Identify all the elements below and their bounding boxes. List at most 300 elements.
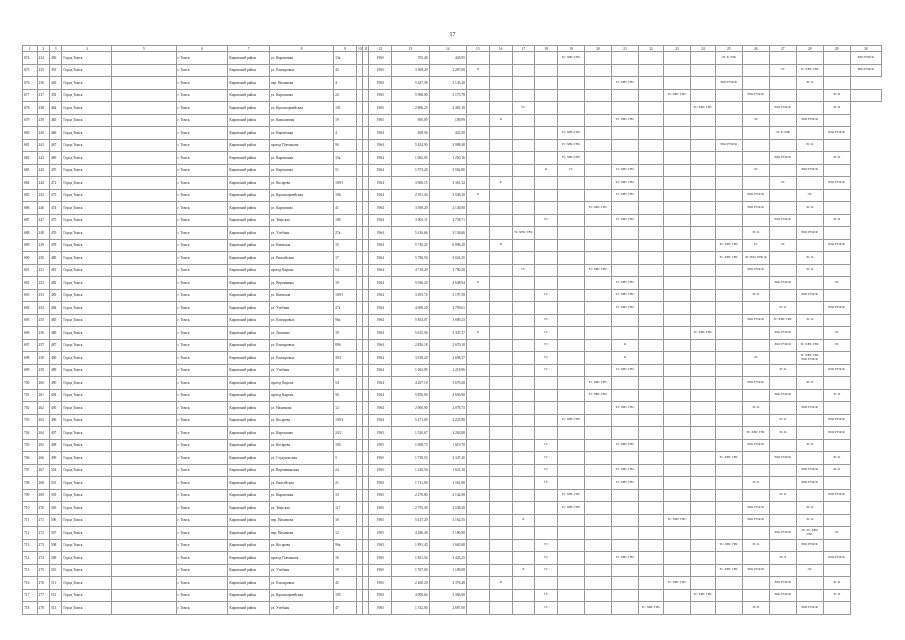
table-cell — [585, 189, 612, 202]
table-cell — [112, 564, 176, 577]
table-cell: Город Томск — [62, 527, 112, 540]
table-cell: Кировский район — [228, 314, 269, 327]
table-cell: ул. Учебная — [269, 302, 333, 315]
table-cell — [585, 152, 612, 165]
column-number: 12 — [369, 46, 392, 52]
table-cell: ТС ХВС ГВС — [715, 564, 742, 577]
table-cell: 712 — [23, 527, 38, 540]
table-cell: 1 973,20 — [392, 164, 429, 177]
table-cell: ул. Косарева — [269, 414, 333, 427]
table-cell: ул. Елизаровых — [269, 352, 333, 365]
table-cell: ТС ХВС ГВС — [585, 389, 612, 402]
table-cell — [690, 602, 715, 615]
table-cell — [769, 252, 796, 265]
table-cell: 3 024,50 — [429, 252, 466, 265]
table-cell: ГС — [535, 464, 558, 477]
table-cell — [639, 89, 664, 102]
table-cell — [663, 177, 690, 190]
table-cell — [535, 202, 558, 215]
table-cell: ЭС К — [769, 489, 796, 502]
table-cell: 1 741,00 — [392, 477, 429, 490]
table-row — [23, 89, 882, 102]
table-cell — [558, 427, 585, 440]
table-cell: ЮО РУФ Ф — [823, 427, 850, 440]
table-cell — [823, 77, 850, 90]
table-cell — [489, 364, 512, 377]
table-cell — [742, 277, 769, 290]
table-cell — [715, 264, 742, 277]
table-cell — [112, 227, 176, 240]
table-cell: ЭС К — [769, 414, 796, 427]
table-cell: 13а — [334, 52, 357, 65]
table-cell — [690, 214, 715, 227]
table-cell: Кировский район — [228, 189, 269, 202]
table-cell: 709 — [23, 489, 38, 502]
table-cell: ЮО РУФ Ф — [823, 414, 850, 427]
table-cell: Кировский район — [228, 477, 269, 490]
table-cell: ТС ХВС ГВС — [612, 214, 639, 227]
table-cell: ул. Красноармейская — [269, 102, 333, 115]
table-cell: 1965 — [369, 539, 392, 552]
table-cell — [112, 64, 176, 77]
table-cell: ЭС Б ЭЛК — [769, 127, 796, 140]
table-cell — [489, 64, 512, 77]
table-cell: 238 — [37, 102, 49, 115]
table-cell: пер. Нахимова — [269, 514, 333, 527]
table-cell — [612, 252, 639, 265]
table-cell: 1964 — [369, 277, 392, 290]
table-cell — [558, 189, 585, 202]
table-cell — [639, 289, 664, 302]
table-cell: ЭС К — [769, 364, 796, 377]
table-cell: К — [512, 514, 535, 527]
table-cell — [112, 152, 176, 165]
table-cell — [639, 577, 664, 590]
table-cell — [663, 464, 690, 477]
table-cell: 2 078,75 — [429, 402, 466, 415]
table-cell: 3 790,20 — [429, 264, 466, 277]
table-cell: ул. Карташова — [269, 427, 333, 440]
table-cell: Х — [512, 564, 535, 577]
table-cell: 706 — [23, 452, 38, 465]
table-cell — [512, 64, 535, 77]
table-cell — [558, 364, 585, 377]
table-row — [23, 514, 882, 527]
column-number: 20 — [585, 46, 612, 52]
table-cell: ЭС ЮО РУФ Ф — [742, 252, 769, 265]
table-cell: г. Томск — [176, 452, 228, 465]
table-cell — [466, 264, 489, 277]
table-cell — [690, 64, 715, 77]
table-cell — [512, 364, 535, 377]
table-cell: 4 — [334, 127, 357, 140]
table-cell: 270 — [37, 502, 49, 515]
table-cell: г. Томск — [176, 314, 228, 327]
table-cell: 1965 — [369, 602, 392, 615]
table-cell: 272 — [37, 527, 49, 540]
table-cell — [466, 77, 489, 90]
table-cell: ТС ХВС ГВС — [558, 52, 585, 65]
table-cell: 1964 — [369, 402, 392, 415]
table-cell: ЭС Б — [742, 477, 769, 490]
column-number: 30 — [850, 46, 881, 52]
table-cell: 485 — [49, 314, 61, 327]
table-cell — [489, 477, 512, 490]
table-cell — [690, 564, 715, 577]
column-number: 23 — [663, 46, 690, 52]
table-cell — [585, 64, 612, 77]
table-cell — [489, 327, 512, 340]
table-cell — [639, 152, 664, 165]
table-cell: ТС ХВС ГВС — [558, 502, 585, 515]
table-cell — [558, 177, 585, 190]
table-cell: Кировский район — [228, 102, 269, 115]
table-cell: 1965 — [369, 514, 392, 527]
table-cell: ЮО РУФ Ф — [769, 152, 796, 165]
table-cell: 1 619,70 — [429, 439, 466, 452]
table-cell — [639, 564, 664, 577]
table-cell: г. Томск — [176, 239, 228, 252]
table-cell — [466, 202, 489, 215]
table-cell: 1965 — [369, 89, 392, 102]
table-cell: 715 — [23, 564, 38, 577]
table-cell — [512, 402, 535, 415]
table-cell: ТС ХВС ГВС — [558, 152, 585, 165]
table-cell — [663, 414, 690, 427]
table-cell — [558, 89, 585, 102]
table-cell — [690, 177, 715, 190]
table-cell: 3 447,27 — [429, 327, 466, 340]
table-cell — [769, 202, 796, 215]
table-cell: Кировский район — [228, 164, 269, 177]
table-row — [23, 177, 882, 190]
table-cell — [690, 439, 715, 452]
table-cell: ГС — [535, 552, 558, 565]
table-cell: 105 — [334, 589, 357, 602]
table-cell: Город Томск — [62, 239, 112, 252]
table-cell: 5 856,00 — [392, 389, 429, 402]
table-cell — [112, 377, 176, 390]
table-cell — [742, 52, 769, 65]
table-cell — [639, 502, 664, 515]
table-cell: ГС — [535, 564, 558, 577]
column-number: 27 — [769, 46, 796, 52]
table-cell: 718 — [23, 602, 38, 615]
table-cell — [512, 114, 535, 127]
table-cell: 1965 — [369, 427, 392, 440]
table-cell: 1 561,80 — [429, 477, 466, 490]
table-cell: Кировский район — [228, 602, 269, 615]
table-cell: 1965 — [369, 64, 392, 77]
table-cell — [585, 214, 612, 227]
table-cell — [823, 189, 850, 202]
table-cell — [690, 264, 715, 277]
table-cell: 700 — [23, 377, 38, 390]
table-cell — [535, 489, 558, 502]
table-cell: г. Томск — [176, 227, 228, 240]
table-cell: 1965 — [369, 452, 392, 465]
table-cell — [769, 164, 796, 177]
table-cell — [612, 527, 639, 540]
table-cell: Кировский район — [228, 327, 269, 340]
table-cell — [715, 514, 742, 527]
table-row — [23, 189, 882, 202]
table-cell — [823, 377, 850, 390]
table-cell — [823, 114, 850, 127]
table-cell: г. Томск — [176, 564, 228, 577]
table-cell — [512, 177, 535, 190]
table-cell — [796, 152, 823, 165]
table-cell: 235 — [37, 64, 49, 77]
table-cell — [535, 577, 558, 590]
table-cell: 512 — [49, 589, 61, 602]
table-cell — [639, 352, 664, 365]
table-cell: 470 — [49, 164, 61, 177]
table-cell: 273 — [37, 539, 49, 552]
table-cell: 54 — [334, 264, 357, 277]
table-cell — [715, 389, 742, 402]
table-cell — [512, 589, 535, 602]
table-cell: 1 250,16 — [429, 152, 466, 165]
table-cell: ТС ХВС ГВС — [690, 327, 715, 340]
table-cell — [466, 152, 489, 165]
table-cell: ул. Камышовая — [269, 114, 333, 127]
table-cell: 391 — [49, 64, 61, 77]
table-cell — [585, 464, 612, 477]
table-cell — [489, 139, 512, 152]
table-cell — [585, 339, 612, 352]
table-cell: ул. Вершинина — [269, 277, 333, 290]
table-cell: ТС ХВС ГВС — [612, 302, 639, 315]
table-cell: 1964 — [369, 377, 392, 390]
table-cell: 259 — [37, 364, 49, 377]
table-cell — [663, 364, 690, 377]
table-cell: ул. Карташова — [269, 89, 333, 102]
table-cell — [558, 564, 585, 577]
table-cell — [823, 539, 850, 552]
table-cell — [823, 477, 850, 490]
table-cell: 508 — [49, 539, 61, 552]
table-cell — [558, 514, 585, 527]
table-cell: Город Томск — [62, 514, 112, 527]
table-cell: ЮО РУФ Ф — [823, 239, 850, 252]
table-cell — [796, 427, 823, 440]
table-cell: ЮО РУФ Ф — [796, 464, 823, 477]
table-cell — [690, 164, 715, 177]
table-cell: 685 — [23, 189, 38, 202]
table-cell: 473 — [49, 189, 61, 202]
table-cell: ТС ХВС ГВС — [715, 252, 742, 265]
table-cell: ул. Енисейская — [269, 252, 333, 265]
table-cell: г. Томск — [176, 439, 228, 452]
table-cell — [558, 389, 585, 402]
table-cell — [690, 77, 715, 90]
table-cell: 3 180,90 — [429, 527, 466, 540]
table-cell: Город Томск — [62, 589, 112, 602]
table-cell — [466, 552, 489, 565]
table-cell — [715, 314, 742, 327]
table-cell — [558, 464, 585, 477]
table-cell — [558, 102, 585, 115]
table-cell — [466, 52, 489, 65]
table-cell: 4 698,20 — [392, 302, 429, 315]
table-cell: ЮО РУФ Ф — [796, 164, 823, 177]
table-cell — [466, 502, 489, 515]
table-cell — [823, 314, 850, 327]
table-cell — [112, 364, 176, 377]
table-cell — [742, 327, 769, 340]
table-cell: ЮО РУФ Ф — [742, 89, 769, 102]
table-cell: 1964 — [369, 214, 392, 227]
table-cell: 241 — [37, 139, 49, 152]
table-cell: 266 — [37, 452, 49, 465]
table-cell: Кировский район — [228, 264, 269, 277]
table-cell: Город Томск — [62, 152, 112, 165]
table-cell: 691 — [23, 264, 38, 277]
table-cell — [489, 214, 512, 227]
table-cell: 490 — [49, 377, 61, 390]
table-cell: 1965 — [369, 564, 392, 577]
table-cell — [512, 239, 535, 252]
table-cell: проезд Кирова — [269, 264, 333, 277]
table-cell: 27а — [334, 302, 357, 315]
table-cell — [690, 302, 715, 315]
table-cell — [612, 514, 639, 527]
table-cell — [742, 127, 769, 140]
table-cell: ул. Учебная — [269, 364, 333, 377]
table-cell: 1964 — [369, 202, 392, 215]
table-cell — [715, 102, 742, 115]
table-cell — [796, 89, 823, 102]
table-cell: Город Томск — [62, 114, 112, 127]
table-cell: 3 309,20 — [392, 64, 429, 77]
table-cell: 101 — [334, 102, 357, 115]
table-row — [23, 277, 882, 290]
table-cell — [639, 489, 664, 502]
table-cell — [663, 314, 690, 327]
table-cell: ЭС К — [796, 139, 823, 152]
table-cell: г. Томск — [176, 464, 228, 477]
table-cell — [742, 577, 769, 590]
table-cell — [769, 77, 796, 90]
table-cell — [769, 514, 796, 527]
table-cell: 680 — [23, 127, 38, 140]
table-row — [23, 252, 882, 265]
table-cell: Кировский район — [228, 514, 269, 527]
table-cell: 456 — [49, 52, 61, 65]
table-cell: 1 891,43 — [392, 539, 429, 552]
table-cell: ГС — [535, 539, 558, 552]
table-cell — [639, 327, 664, 340]
table-cell: Я — [489, 577, 512, 590]
table-cell: 1964 — [369, 189, 392, 202]
table-cell: ЮО РУФ Ф — [769, 452, 796, 465]
table-cell: ГС — [535, 214, 558, 227]
table-row — [23, 564, 882, 577]
table-cell: г. Томск — [176, 114, 228, 127]
table-cell: 106 — [334, 214, 357, 227]
table-cell: 425,30 — [429, 127, 466, 140]
table-cell — [796, 589, 823, 602]
table-cell — [663, 77, 690, 90]
table-cell: 2 900,90 — [392, 402, 429, 415]
table-cell — [585, 414, 612, 427]
table-cell — [612, 564, 639, 577]
table-cell — [796, 102, 823, 115]
table-cell — [612, 127, 639, 140]
table-cell: ЭС — [823, 277, 850, 290]
table-cell: 2 670,10 — [429, 339, 466, 352]
table-cell: 692 — [23, 277, 38, 290]
table-cell — [796, 52, 823, 65]
table-cell: 1 631,10 — [429, 464, 466, 477]
table-cell: 277 — [37, 589, 49, 602]
table-cell: Кировский район — [228, 127, 269, 140]
table-cell: г. Томск — [176, 214, 228, 227]
table-cell — [663, 102, 690, 115]
table-cell — [639, 127, 664, 140]
table-cell — [639, 202, 664, 215]
table-cell: 466 — [49, 127, 61, 140]
table-cell — [742, 589, 769, 602]
table-cell: Кировский район — [228, 439, 269, 452]
table-cell: 3 493,74 — [392, 289, 429, 302]
table-cell: ТС ХВС ГВС — [639, 602, 664, 615]
table-cell: ЭС К — [823, 89, 850, 102]
table-cell — [690, 227, 715, 240]
table-cell: ЭС — [796, 189, 823, 202]
table-cell — [612, 589, 639, 602]
table-cell: Кировский район — [228, 527, 269, 540]
table-cell — [663, 139, 690, 152]
table-cell — [715, 502, 742, 515]
table-cell: ТС ХВС ГВС — [715, 452, 742, 465]
table-cell: Город Томск — [62, 339, 112, 352]
table-cell — [512, 377, 535, 390]
table-cell — [466, 139, 489, 152]
table-cell — [639, 389, 664, 402]
table-cell — [466, 489, 489, 502]
table-cell: ЭС — [823, 339, 850, 352]
table-cell: 1965 — [369, 489, 392, 502]
table-cell: 2 142,00 — [429, 489, 466, 502]
table-cell — [823, 289, 850, 302]
table-cell: 4 099,64 — [392, 589, 429, 602]
table-cell — [796, 414, 823, 427]
table-cell: ЮО РУФ Ф — [823, 364, 850, 377]
table-cell: 9б — [334, 139, 357, 152]
table-cell: Город Томск — [62, 427, 112, 440]
table-cell — [489, 152, 512, 165]
table-cell — [639, 189, 664, 202]
table-cell — [112, 539, 176, 552]
table-cell: 3 425,25 — [429, 552, 466, 565]
table-cell — [112, 277, 176, 290]
table-cell — [690, 127, 715, 140]
table-cell: ЮО РУФ Ф — [796, 477, 823, 490]
table-cell — [639, 77, 664, 90]
table-cell: ул. Тверская — [269, 214, 333, 227]
table-cell — [112, 189, 176, 202]
table-cell — [690, 252, 715, 265]
table-cell: 1965 — [369, 577, 392, 590]
table-cell: 697 — [23, 339, 38, 352]
table-cell: 109/2 — [334, 414, 357, 427]
table-cell: г. Томск — [176, 64, 228, 77]
table-cell: ЮО РУФ Ф — [742, 502, 769, 515]
table-cell: г. Томск — [176, 364, 228, 377]
table-cell — [690, 427, 715, 440]
